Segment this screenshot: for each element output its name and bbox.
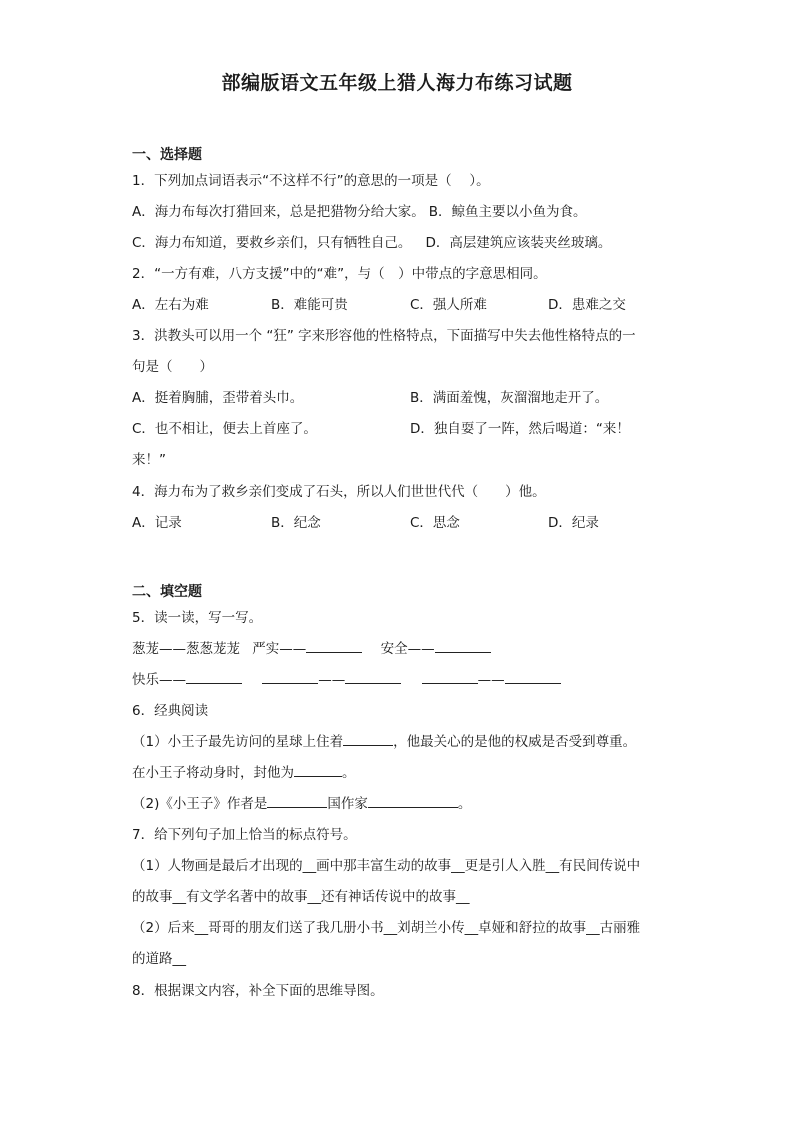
answer-blank[interactable]: [435, 640, 491, 653]
question-5-row-1: 葱茏——葱葱茏茏 严实—— 安全——: [132, 640, 491, 658]
question-1-stem: 1．下列加点词语表示“不这样不行”的意思的一项是（ ）。: [132, 173, 490, 189]
answer-blank[interactable]: [343, 733, 393, 746]
question-2-option-b: B．难能可贵: [271, 297, 348, 313]
question-7-sentence-1-cont: 的故事__有文学名著中的故事__还有神话传说中的故事__: [132, 889, 470, 905]
question-3-stem-line2: 句是（ ）: [132, 359, 213, 375]
question-6-stem: 6．经典阅读: [132, 703, 209, 719]
question-2-option-c: C．强人所难: [410, 297, 487, 313]
question-7-stem: 7．给下列句子加上恰当的标点符号。: [132, 827, 357, 843]
question-6-part-2: （2)《小王子》作者是 国作家 。: [132, 796, 472, 812]
answer-blank[interactable]: [306, 640, 362, 653]
answer-blank[interactable]: [294, 764, 342, 777]
question-4-option-d: D．纪录: [548, 515, 599, 531]
question-6-part-1-cont: 在小王子将动身时，封他为 。: [132, 765, 356, 781]
question-7-sentence-2: （2）后来__哥哥的朋友们送了我几册小书__刘胡兰小传__卓娅和舒拉的故事__古丽雅: [132, 920, 641, 936]
answer-blank[interactable]: [186, 671, 242, 684]
answer-blank[interactable]: [267, 795, 327, 808]
question-3-option-c: C．也不相让，便去上首座了。: [132, 421, 317, 437]
question-1-option-b: B．鲸鱼主要以小鱼为食。: [428, 204, 587, 220]
question-7-sentence-2-cont: 的道路__: [132, 951, 186, 967]
section-heading-fill: 二、填空题: [132, 584, 202, 600]
question-4-option-b: B．纪念: [271, 515, 321, 531]
question-5-row-2: 快乐—— —— ——: [132, 671, 561, 689]
question-7-sentence-1: （1）人物画是最后才出现的__画中那丰富生动的故事__更是引人入胜__有民间传说中: [132, 858, 641, 874]
question-2-option-a: A．左右为难: [132, 297, 209, 313]
answer-blank[interactable]: [345, 671, 401, 684]
question-6-part-1: （1）小王子最先访问的星球上住着 ，他最关心的是他的权威是否受到尊重。: [132, 734, 637, 750]
page-title: 部编版语文五年级上猎人海力布练习试题: [221, 72, 573, 94]
question-1-option-a: A．海力布每次打猎回来，总是把猎物分给大家。 B．鲸鱼主要以小鱼为食。: [132, 204, 587, 220]
answer-blank[interactable]: [368, 795, 458, 808]
question-3-option-a: A．挺着胸脯，歪带着头巾。: [132, 390, 304, 406]
question-1-option-c: C．海力布知道，要救乡亲们，只有牺牲自己。 D．高层建筑应该装夹丝玻璃。: [132, 235, 612, 251]
question-2-option-d: D．患难之交: [548, 297, 626, 313]
question-5-example: 葱茏——葱葱茏茏: [132, 641, 240, 657]
question-3-option-b: B．满面羞愧，灰溜溜地走开了。: [410, 390, 609, 406]
question-3-stem-line1: 3．洪教头可以用一个 “狂” 字来形容他的性格特点，下面描写中失去他性格特点的一: [132, 328, 636, 344]
question-1-option-d: D．高层建筑应该装夹丝玻璃。: [425, 235, 612, 251]
answer-blank[interactable]: [262, 671, 318, 684]
answer-blank[interactable]: [505, 671, 561, 684]
question-3-option-d: D．独自耍了一阵，然后喝道：“来！: [410, 421, 630, 437]
question-4-stem: 4．海力布为了救乡亲们变成了石头，所以人们世世代代（ ）他。: [132, 484, 546, 500]
question-5-stem: 5．读一读，写一写。: [132, 610, 263, 626]
question-8-stem: 8．根据课文内容，补全下面的思维导图。: [132, 983, 384, 999]
question-4-option-a: A．记录: [132, 515, 182, 531]
question-4-option-c: C．思念: [410, 515, 460, 531]
question-2-stem: 2．“一方有难，八方支援”中的“难”，与（ ）中带点的字意思相同。: [132, 266, 547, 282]
section-heading-choice: 一、选择题: [132, 147, 202, 163]
question-3-option-d-cont: 来！”: [132, 452, 166, 468]
answer-blank[interactable]: [422, 671, 478, 684]
